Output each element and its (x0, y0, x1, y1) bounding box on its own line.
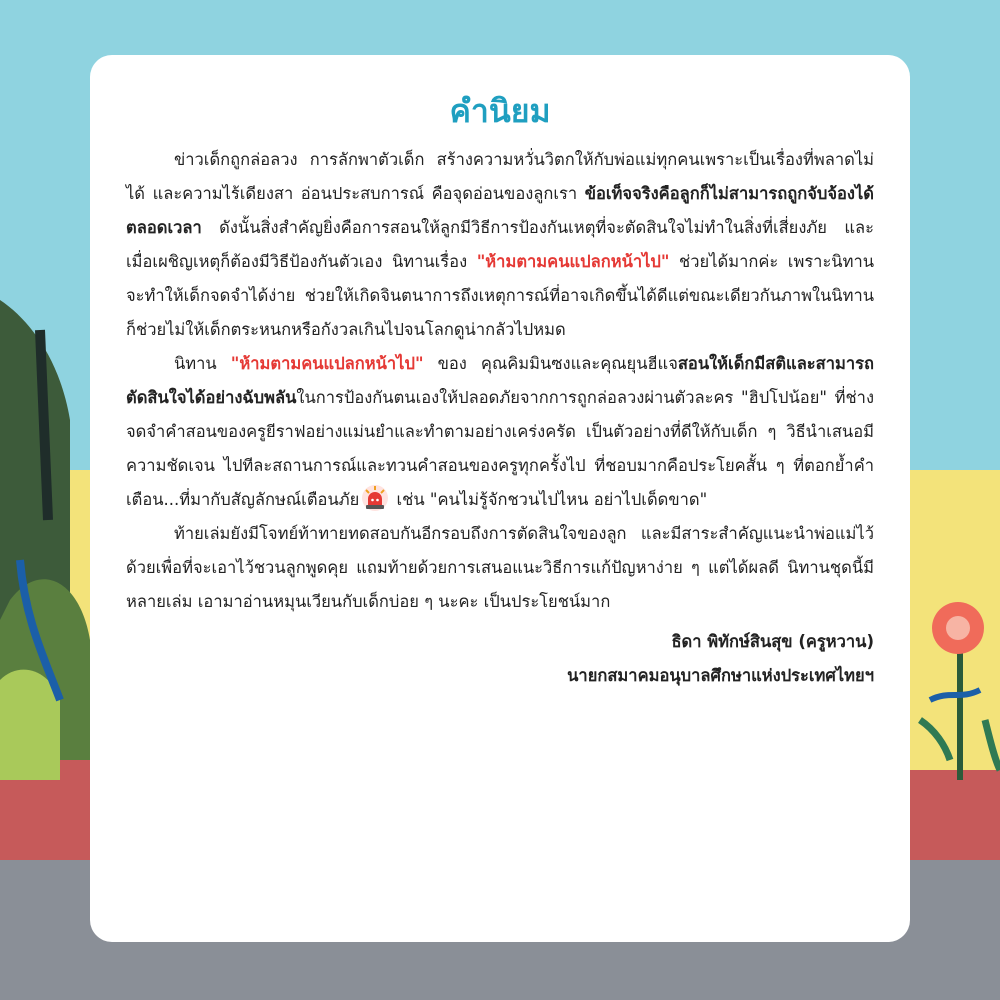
foreword-paragraph (126, 347, 874, 517)
body-text-run: ของ คุณคิมมินซงและคุณยุนฮีแจ (423, 354, 678, 373)
body-text-run: ดังนั้นสิ่งสำคัญยิ่งคือการสอนให้ลูกมีวิธีการป้องกันเหตุที่จะตัดสินใจไม่ทำในสิ่งที่เสี่ยงภัย และเมื่อเผชิญเหตุก็ต้องมีวิธีป้องกันตัวเอง นิทานเรื่อง (126, 218, 874, 271)
signature-name: ธิดา พิทักษ์สินสุข (ครูหวาน) (671, 632, 874, 651)
foreword-paragraph (126, 143, 874, 347)
signature-block (126, 625, 874, 693)
book-title-highlight: "ห้ามตามคนแปลกหน้าไป" (476, 252, 670, 271)
siren-alarm-icon (362, 485, 388, 511)
bold-emphasis: ข้อเท็จจริงคือลูกก็ไม่สามารถถูกจับจ้องได้ตลอดเวลา (126, 184, 874, 237)
body-text-run: ข่าวเด็กถูกล่อลวง การลักพาตัวเด็ก สร้างความหวั่นวิตกให้กับพ่อแม่ทุกคนเพราะเป็นเรื่องที่พลาดไม่ได้ และความไร้เดียงสา อ่อนประสบการณ์ คือจุดอ่อนของลูกเรา (126, 150, 874, 203)
body-text-run: ท้ายเล่มยังมีโจทย์ท้าทายทดสอบกันอีกรอบถึงการตัดสินใจของลูก และมีสาระสำคัญแนะนำพ่อแม่ไว้ด้วยเพื่อที่จะเอาไว้ชวนลูกพูดคุย แถมท้ายด้วยการเสนอแนะวิธีการแก้ปัญหาง่าย ๆ แต่ได้ผลดี นิทานชุดนี้มีหลายเล่ม เอามาอ่านหมุนเวียนกับเด็กบ่อย ๆ นะคะ เป็นประโยชน์มาก (126, 524, 874, 611)
foreword-paragraph (126, 517, 874, 619)
body-text-run: นิทาน (174, 354, 231, 373)
page-title: คำนิยม (449, 92, 551, 130)
signature-position: นายกสมาคมอนุบาลศึกษาแห่งประเทศไทยฯ (567, 666, 874, 685)
bold-emphasis: สอนให้เด็กมีสติและสามารถตัดสินใจได้อย่างฉับพลัน (126, 354, 874, 407)
body-text-run: ในการป้องกันตนเองให้ปลอดภัยจากการถูกล่อลวงผ่านตัวละคร "ฮิปโปน้อย" ที่ช่างจดจำคำสอนของครูยีราฟอย่างแม่นยำและทำตามอย่างเคร่งครัด เป็นตัวอย่างที่ดีให้กับเด็ก ๆ วิธีนำเสนอมีความชัดเจน ไปทีละสถานการณ์และทวนคำสอนของครูทุกครั้งไป ที่ชอบมากคือประโยคสั้น ๆ ที่ตอกย้ำคำเตือน...ที่มากับสัญลักษณ์เตือนภัย (126, 388, 874, 509)
foreword-body (126, 143, 874, 619)
book-title-highlight: "ห้ามตามคนแปลกหน้าไป" (230, 354, 424, 373)
foreword-card (90, 55, 910, 942)
body-text-run: ช่วยได้มากค่ะ เพราะนิทานจะทำให้เด็กจดจำได้ง่าย ช่วยให้เกิดจินตนาการถึงเหตุการณ์ที่อาจเกิดขึ้นได้ดีแต่ขณะเดียวกันภาพในนิทานก็ช่วยไม่ให้เด็กตระหนกหรือกังวลเกินไปจนโลกดูน่ากลัวไปหมด (126, 252, 875, 339)
body-text-run: เช่น "คนไม่รู้จักชวนไปไหน อย่าไปเด็ดขาด" (391, 490, 708, 509)
